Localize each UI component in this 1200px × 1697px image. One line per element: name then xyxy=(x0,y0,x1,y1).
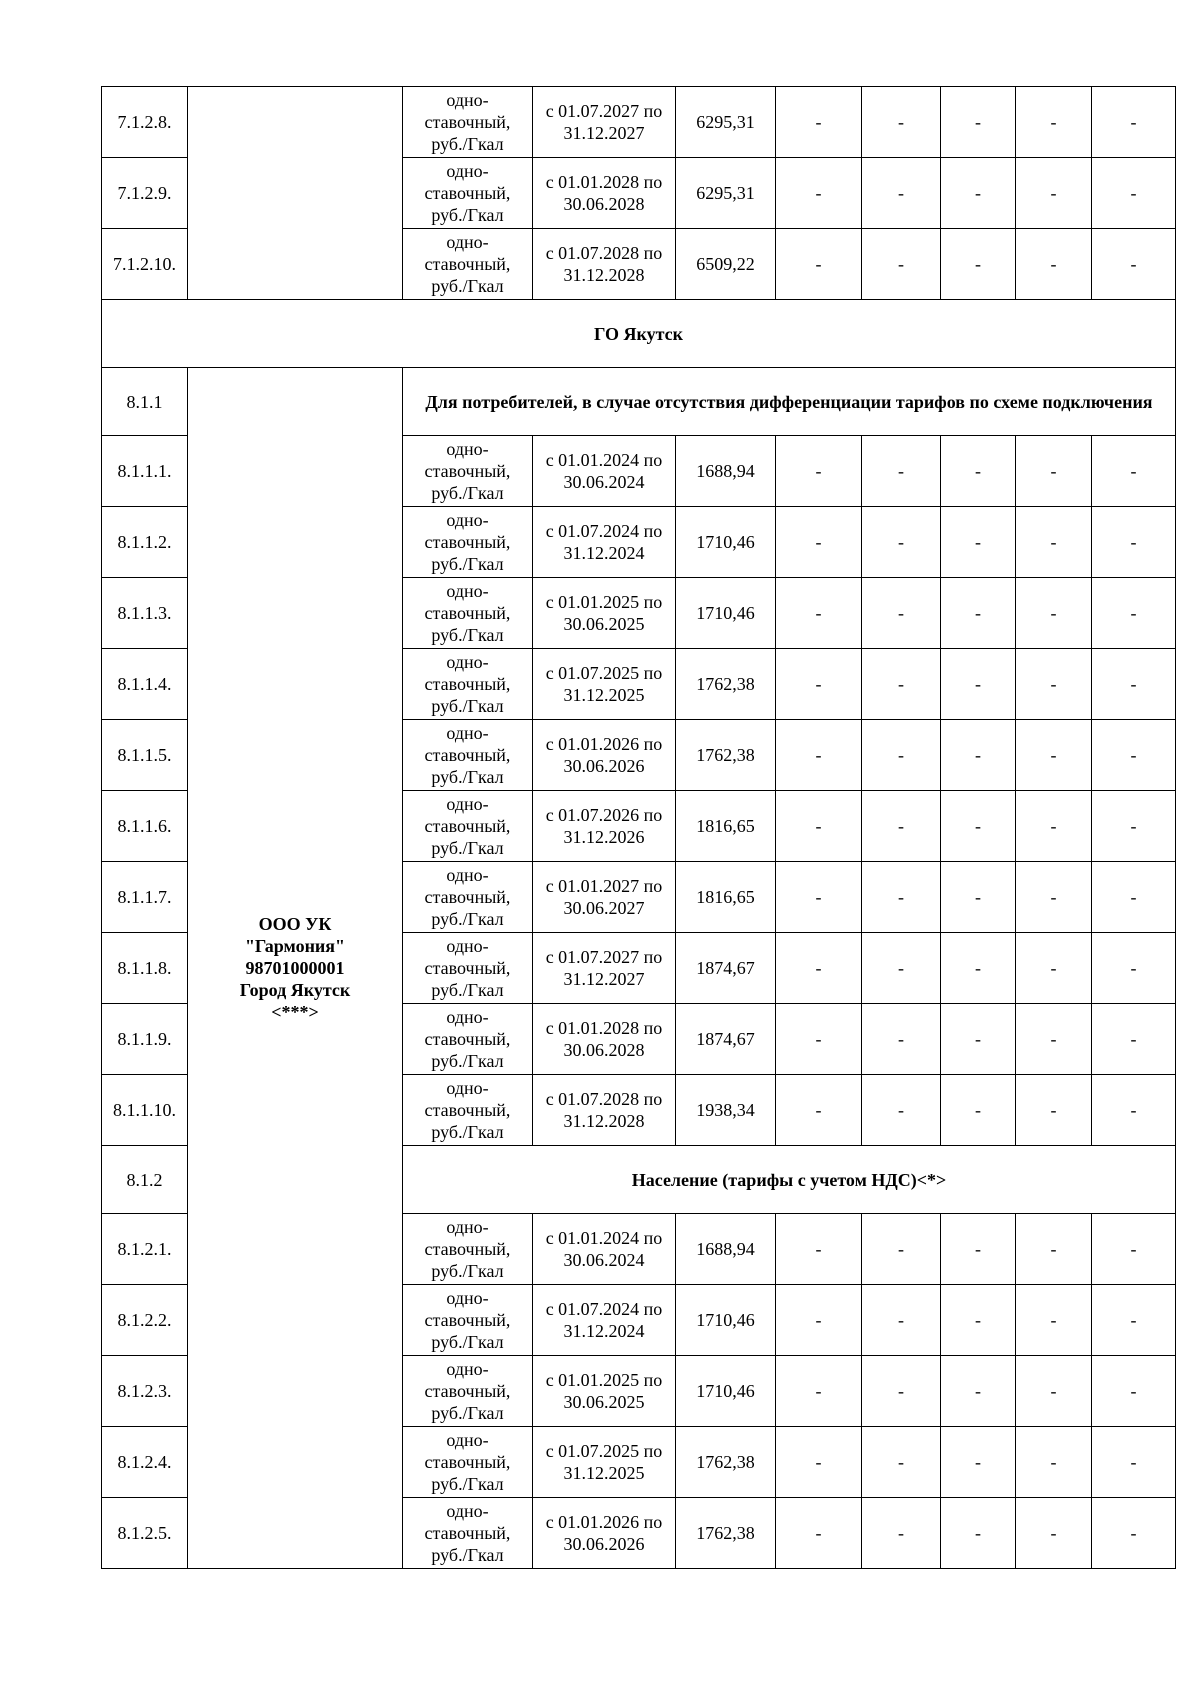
tariff-table-body xyxy=(102,87,1176,1569)
empty-value-cell: - xyxy=(941,720,1016,791)
tariff-period: с 01.01.2025 по 30.06.2025 xyxy=(533,578,676,649)
group-number: 8.1.2 xyxy=(102,1146,188,1214)
tariff-period: с 01.01.2024 по 30.06.2024 xyxy=(533,436,676,507)
tariff-value: 1874,67 xyxy=(676,933,776,1004)
empty-value-cell: - xyxy=(1092,1075,1176,1146)
empty-value-cell: - xyxy=(862,1214,941,1285)
tariff-unit: одно-ставочный, руб./Гкал xyxy=(403,578,533,649)
tariff-period: с 01.07.2028 по 31.12.2028 xyxy=(533,229,676,300)
empty-value-cell: - xyxy=(1016,862,1092,933)
organization-cell-empty xyxy=(188,87,403,300)
empty-value-cell: - xyxy=(941,791,1016,862)
tariff-value: 1710,46 xyxy=(676,507,776,578)
organization-line: Город Якутск xyxy=(239,980,351,1000)
tariff-period: с 01.01.2026 по 30.06.2026 xyxy=(533,1498,676,1569)
empty-value-cell: - xyxy=(1016,1075,1092,1146)
empty-value-cell: - xyxy=(776,507,862,578)
empty-value-cell: - xyxy=(941,862,1016,933)
organization-line: "Гармония" xyxy=(244,936,346,956)
row-number: 8.1.2.5. xyxy=(102,1498,188,1569)
empty-value-cell: - xyxy=(862,649,941,720)
tariff-period: с 01.07.2024 по 31.12.2024 xyxy=(533,1285,676,1356)
tariff-unit: одно-ставочный, руб./Гкал xyxy=(403,649,533,720)
row-number: 8.1.2.4. xyxy=(102,1427,188,1498)
tariff-period: с 01.07.2025 по 31.12.2025 xyxy=(533,649,676,720)
empty-value-cell: - xyxy=(862,720,941,791)
empty-value-cell: - xyxy=(1016,1498,1092,1569)
empty-value-cell: - xyxy=(862,87,941,158)
empty-value-cell: - xyxy=(941,436,1016,507)
tariff-period: с 01.07.2024 по 31.12.2024 xyxy=(533,507,676,578)
group-header-row xyxy=(102,368,1176,436)
empty-value-cell: - xyxy=(941,578,1016,649)
tariff-value: 1710,46 xyxy=(676,1356,776,1427)
empty-value-cell: - xyxy=(1016,507,1092,578)
row-number: 7.1.2.9. xyxy=(102,158,188,229)
tariff-unit: одно-ставочный, руб./Гкал xyxy=(403,1356,533,1427)
tariff-unit: одно-ставочный, руб./Гкал xyxy=(403,87,533,158)
empty-value-cell: - xyxy=(862,229,941,300)
tariff-period: с 01.07.2027 по 31.12.2027 xyxy=(533,87,676,158)
tariff-period: с 01.01.2027 по 30.06.2027 xyxy=(533,862,676,933)
empty-value-cell: - xyxy=(1016,649,1092,720)
tariff-period: с 01.01.2028 по 30.06.2028 xyxy=(533,158,676,229)
tariff-value: 1938,34 xyxy=(676,1075,776,1146)
organization-line: <***> xyxy=(271,1002,319,1022)
empty-value-cell: - xyxy=(941,1285,1016,1356)
row-number: 8.1.1.10. xyxy=(102,1075,188,1146)
empty-value-cell: - xyxy=(776,1498,862,1569)
empty-value-cell: - xyxy=(941,1427,1016,1498)
organization-cell xyxy=(188,368,403,1569)
empty-value-cell: - xyxy=(776,1285,862,1356)
empty-value-cell: - xyxy=(941,507,1016,578)
tariff-value: 1816,65 xyxy=(676,791,776,862)
empty-value-cell: - xyxy=(1092,158,1176,229)
empty-value-cell: - xyxy=(1016,720,1092,791)
empty-value-cell: - xyxy=(776,436,862,507)
empty-value-cell: - xyxy=(1092,933,1176,1004)
empty-value-cell: - xyxy=(862,1285,941,1356)
empty-value-cell: - xyxy=(776,158,862,229)
empty-value-cell: - xyxy=(1016,1427,1092,1498)
table-row xyxy=(102,87,1176,158)
group-number: 8.1.1 xyxy=(102,368,188,436)
empty-value-cell: - xyxy=(1092,578,1176,649)
row-number: 8.1.2.3. xyxy=(102,1356,188,1427)
tariff-value: 1688,94 xyxy=(676,1214,776,1285)
region-header-row xyxy=(102,300,1176,368)
empty-value-cell: - xyxy=(1016,158,1092,229)
empty-value-cell: - xyxy=(776,87,862,158)
row-number: 7.1.2.8. xyxy=(102,87,188,158)
region-title: ГО Якутск xyxy=(102,300,1176,368)
tariff-period: с 01.07.2028 по 31.12.2028 xyxy=(533,1075,676,1146)
empty-value-cell: - xyxy=(1092,1214,1176,1285)
empty-value-cell: - xyxy=(1016,229,1092,300)
tariff-unit: одно-ставочный, руб./Гкал xyxy=(403,720,533,791)
empty-value-cell: - xyxy=(862,933,941,1004)
tariff-unit: одно-ставочный, руб./Гкал xyxy=(403,862,533,933)
tariff-unit: одно-ставочный, руб./Гкал xyxy=(403,1427,533,1498)
row-number: 8.1.1.3. xyxy=(102,578,188,649)
row-number: 7.1.2.10. xyxy=(102,229,188,300)
tariff-unit: одно-ставочный, руб./Гкал xyxy=(403,1285,533,1356)
organization-line: ООО УК xyxy=(258,914,332,934)
tariff-unit: одно-ставочный, руб./Гкал xyxy=(403,158,533,229)
empty-value-cell: - xyxy=(941,1356,1016,1427)
tariff-value: 6295,31 xyxy=(676,158,776,229)
empty-value-cell: - xyxy=(1016,1356,1092,1427)
empty-value-cell: - xyxy=(1092,862,1176,933)
tariff-value: 1762,38 xyxy=(676,1427,776,1498)
empty-value-cell: - xyxy=(776,1075,862,1146)
row-number: 8.1.1.6. xyxy=(102,791,188,862)
empty-value-cell: - xyxy=(1092,229,1176,300)
tariff-unit: одно-ставочный, руб./Гкал xyxy=(403,933,533,1004)
empty-value-cell: - xyxy=(862,1356,941,1427)
tariff-value: 1874,67 xyxy=(676,1004,776,1075)
tariff-unit: одно-ставочный, руб./Гкал xyxy=(403,1004,533,1075)
tariff-period: с 01.07.2026 по 31.12.2026 xyxy=(533,791,676,862)
empty-value-cell: - xyxy=(862,158,941,229)
empty-value-cell: - xyxy=(862,862,941,933)
tariff-value: 1762,38 xyxy=(676,720,776,791)
row-number: 8.1.1.4. xyxy=(102,649,188,720)
tariff-value: 1762,38 xyxy=(676,649,776,720)
empty-value-cell: - xyxy=(1092,1285,1176,1356)
empty-value-cell: - xyxy=(941,933,1016,1004)
group-title: Для потребителей, в случае отсутствия дифференциации тарифов по схеме подключения xyxy=(403,368,1176,436)
empty-value-cell: - xyxy=(1092,1498,1176,1569)
tariff-value: 1710,46 xyxy=(676,578,776,649)
empty-value-cell: - xyxy=(941,649,1016,720)
tariff-unit: одно-ставочный, руб./Гкал xyxy=(403,1498,533,1569)
tariff-unit: одно-ставочный, руб./Гкал xyxy=(403,1075,533,1146)
tariff-period: с 01.01.2024 по 30.06.2024 xyxy=(533,1214,676,1285)
empty-value-cell: - xyxy=(941,1004,1016,1075)
tariff-value: 6295,31 xyxy=(676,87,776,158)
empty-value-cell: - xyxy=(1016,933,1092,1004)
empty-value-cell: - xyxy=(1016,791,1092,862)
tariff-value: 1762,38 xyxy=(676,1498,776,1569)
empty-value-cell: - xyxy=(1092,720,1176,791)
row-number: 8.1.1.8. xyxy=(102,933,188,1004)
tariff-value: 6509,22 xyxy=(676,229,776,300)
empty-value-cell: - xyxy=(776,720,862,791)
organization-line: 98701000001 xyxy=(245,958,345,978)
empty-value-cell: - xyxy=(776,1427,862,1498)
row-number: 8.1.1.7. xyxy=(102,862,188,933)
tariff-unit: одно-ставочный, руб./Гкал xyxy=(403,791,533,862)
empty-value-cell: - xyxy=(776,933,862,1004)
empty-value-cell: - xyxy=(1092,1427,1176,1498)
tariff-unit: одно-ставочный, руб./Гкал xyxy=(403,507,533,578)
empty-value-cell: - xyxy=(1092,87,1176,158)
tariff-value: 1688,94 xyxy=(676,436,776,507)
tariff-period: с 01.01.2025 по 30.06.2025 xyxy=(533,1356,676,1427)
empty-value-cell: - xyxy=(1092,507,1176,578)
row-number: 8.1.1.2. xyxy=(102,507,188,578)
tariff-table xyxy=(101,86,1176,1569)
empty-value-cell: - xyxy=(1016,436,1092,507)
empty-value-cell: - xyxy=(1092,436,1176,507)
empty-value-cell: - xyxy=(1092,1356,1176,1427)
empty-value-cell: - xyxy=(1016,1004,1092,1075)
empty-value-cell: - xyxy=(776,229,862,300)
empty-value-cell: - xyxy=(862,436,941,507)
row-number: 8.1.2.1. xyxy=(102,1214,188,1285)
empty-value-cell: - xyxy=(1092,1004,1176,1075)
empty-value-cell: - xyxy=(941,87,1016,158)
row-number: 8.1.2.2. xyxy=(102,1285,188,1356)
tariff-unit: одно-ставочный, руб./Гкал xyxy=(403,436,533,507)
empty-value-cell: - xyxy=(776,1356,862,1427)
empty-value-cell: - xyxy=(862,507,941,578)
empty-value-cell: - xyxy=(941,158,1016,229)
tariff-unit: одно-ставочный, руб./Гкал xyxy=(403,229,533,300)
empty-value-cell: - xyxy=(1016,1214,1092,1285)
row-number: 8.1.1.9. xyxy=(102,1004,188,1075)
tariff-period: с 01.01.2026 по 30.06.2026 xyxy=(533,720,676,791)
empty-value-cell: - xyxy=(862,1075,941,1146)
tariff-value: 1816,65 xyxy=(676,862,776,933)
tariff-period: с 01.07.2025 по 31.12.2025 xyxy=(533,1427,676,1498)
tariff-period: с 01.01.2028 по 30.06.2028 xyxy=(533,1004,676,1075)
empty-value-cell: - xyxy=(1016,1285,1092,1356)
empty-value-cell: - xyxy=(776,649,862,720)
empty-value-cell: - xyxy=(941,1075,1016,1146)
tariff-value: 1710,46 xyxy=(676,1285,776,1356)
group-title: Население (тарифы с учетом НДС)<*> xyxy=(403,1146,1176,1214)
empty-value-cell: - xyxy=(862,791,941,862)
empty-value-cell: - xyxy=(941,1498,1016,1569)
empty-value-cell: - xyxy=(1092,649,1176,720)
empty-value-cell: - xyxy=(776,1214,862,1285)
empty-value-cell: - xyxy=(862,1498,941,1569)
tariff-period: с 01.07.2027 по 31.12.2027 xyxy=(533,933,676,1004)
empty-value-cell: - xyxy=(941,229,1016,300)
row-number: 8.1.1.1. xyxy=(102,436,188,507)
empty-value-cell: - xyxy=(1016,87,1092,158)
empty-value-cell: - xyxy=(862,1427,941,1498)
empty-value-cell: - xyxy=(1092,791,1176,862)
empty-value-cell: - xyxy=(1016,578,1092,649)
empty-value-cell: - xyxy=(776,578,862,649)
empty-value-cell: - xyxy=(862,578,941,649)
tariff-unit: одно-ставочный, руб./Гкал xyxy=(403,1214,533,1285)
empty-value-cell: - xyxy=(776,862,862,933)
empty-value-cell: - xyxy=(862,1004,941,1075)
empty-value-cell: - xyxy=(776,791,862,862)
empty-value-cell: - xyxy=(776,1004,862,1075)
empty-value-cell: - xyxy=(941,1214,1016,1285)
row-number: 8.1.1.5. xyxy=(102,720,188,791)
